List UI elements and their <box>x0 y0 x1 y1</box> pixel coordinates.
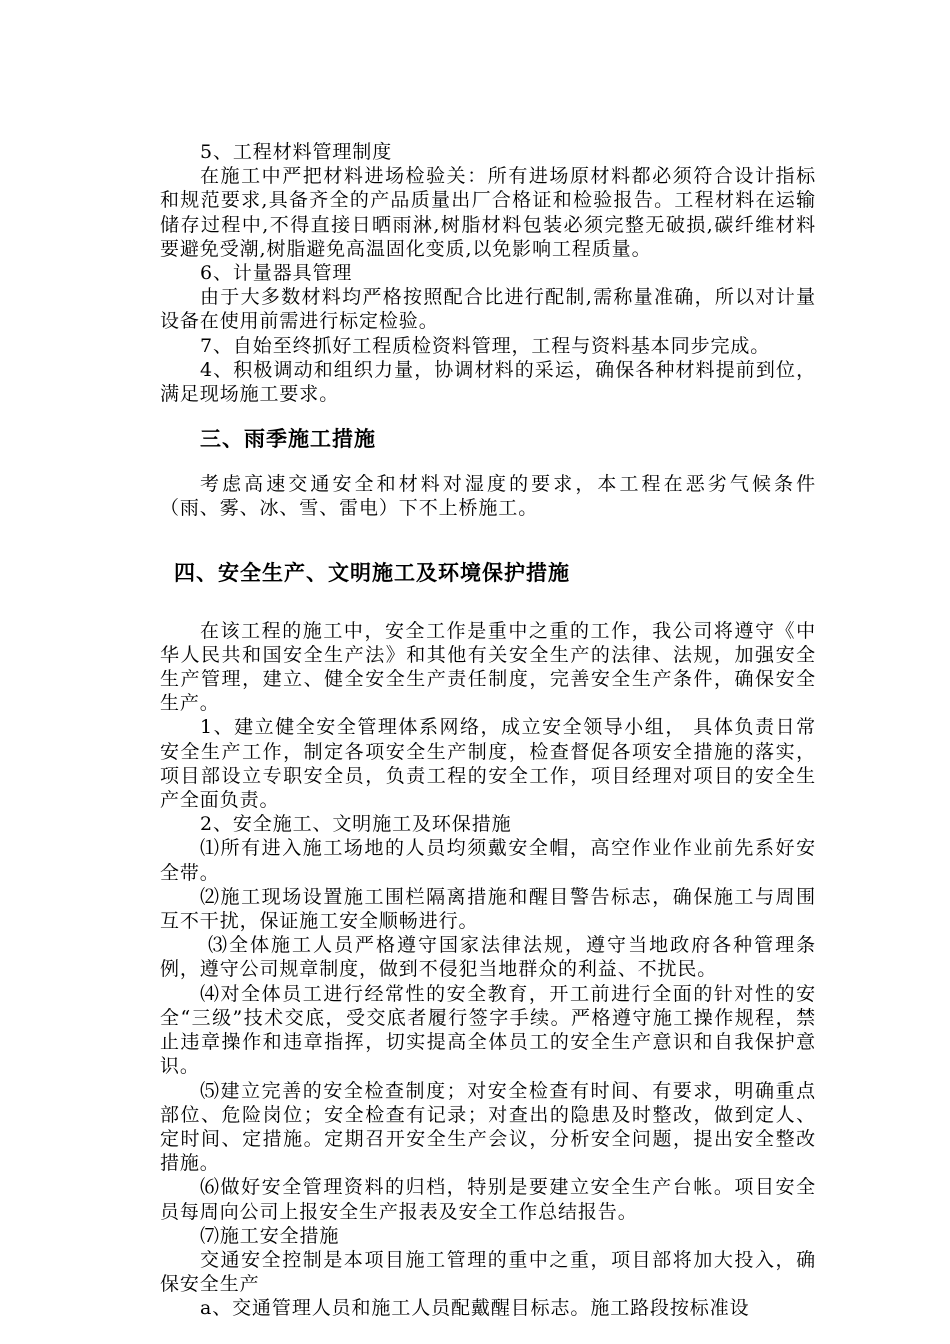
item-metering-heading: 6、计量器具管理 <box>200 262 353 285</box>
measure-4: ⑷对全体员工进行经常性的安全教育，开工前进行全面的针对性的安全“三级”技术交底，受交底者履行签字手续。严格遵守施工操作规程，禁止违章操作和违章指挥，切实提高全体员工的安全生产意识和自我保护意识。 <box>160 982 816 1078</box>
traffic-safety-paragraph: 交通安全控制是本项目施工管理的重中之重，项目部将加大投入，确保安全生产 <box>160 1248 816 1296</box>
safety-measures-heading: 2、安全施工、文明施工及环保措施 <box>200 813 512 836</box>
item-material-supply: 4、积极调动和组织力量，协调材料的采运，确保各种材料提前到位，满足现场施工要求。 <box>160 358 816 406</box>
measure-5: ⑸建立完善的安全检查制度；对安全检查有时间、有要求，明确重点部位、危险岗位；安全检查有记录；对查出的隐患及时整改，做到定人、定时间、定措施。定期召开安全生产会议，分析安全问题，提出安全整改措施。 <box>160 1079 816 1175</box>
materials-paragraph: 在施工中严把材料进场检验关：所有进场原材料都必须符合设计指标和规范要求,具备齐全的产品质量出厂合格证和检验报告。工程材料在运输储存过程中,不得直接日晒雨淋,树脂材料包装必须完整无破损,碳纤维材料要避免受潮,树脂避免高温固化变质,以免影响工程质量。 <box>160 165 816 260</box>
safety-system-paragraph: 1、建立健全安全管理体系网络，成立安全领导小组， 具体负责日常安全生产工作，制定各项安全生产制度，检查督促各项安全措施的落实，项目部设立专职安全员，负责工程的安全工作，项目经理对项目的安全生产全面负责。 <box>160 716 816 812</box>
traffic-item-a: a、交通管理人员和施工人员配戴醒目标志。施工路段按标准设 <box>200 1297 750 1320</box>
rainy-season-paragraph: 考虑高速交通安全和材料对湿度的要求，本工程在恶劣气候条件（雨、雾、冰、雪、雷电）下不上桥施工。 <box>160 473 816 520</box>
measure-1: ⑴所有进入施工场地的人员均须戴安全帽，高空作业作业前先系好安全带。 <box>160 837 816 884</box>
section-heading-rainy-season: 三、雨季施工措施 <box>200 427 376 452</box>
document-page <box>160 140 816 1321</box>
item-materials-heading: 5、工程材料管理制度 <box>200 141 393 163</box>
measure-7-heading: ⑺施工安全措施 <box>200 1224 340 1247</box>
metering-paragraph: 由于大多数材料均严格按照配合比进行配制,需称量准确，所以对计量设备在使用前需进行标定检验。 <box>160 286 816 333</box>
item-quality-docs: 7、自始至终抓好工程质检资料管理，工程与资料基本同步完成。 <box>200 334 771 357</box>
measure-2: ⑵施工现场设置施工围栏隔离措施和醒目警告标志，确保施工与周围互不干扰，保证施工安全顺畅进行。 <box>160 885 816 933</box>
safety-intro-paragraph: 在该工程的施工中，安全工作是重中之重的工作，我公司将遵守《中华人民共和国安全生产法》和其他有关安全生产的法律、法规，加强安全生产管理，建立、健全安全生产责任制度，完善安全生产条件，确保安全生产。 <box>160 619 816 715</box>
section-heading-safety: 四、安全生产、文明施工及环境保护措施 <box>174 560 570 585</box>
measure-3: ⑶全体施工人员严格遵守国家法律法规，遵守当地政府各种管理条例，遵守公司规章制度，做到不侵犯当地群众的利益、不扰民。 <box>160 934 816 981</box>
measure-6: ⑹做好安全管理资料的归档，特别是要建立安全生产台帐。项目安全员每周向公司上报安全生产报表及安全工作总结报告。 <box>160 1176 816 1223</box>
